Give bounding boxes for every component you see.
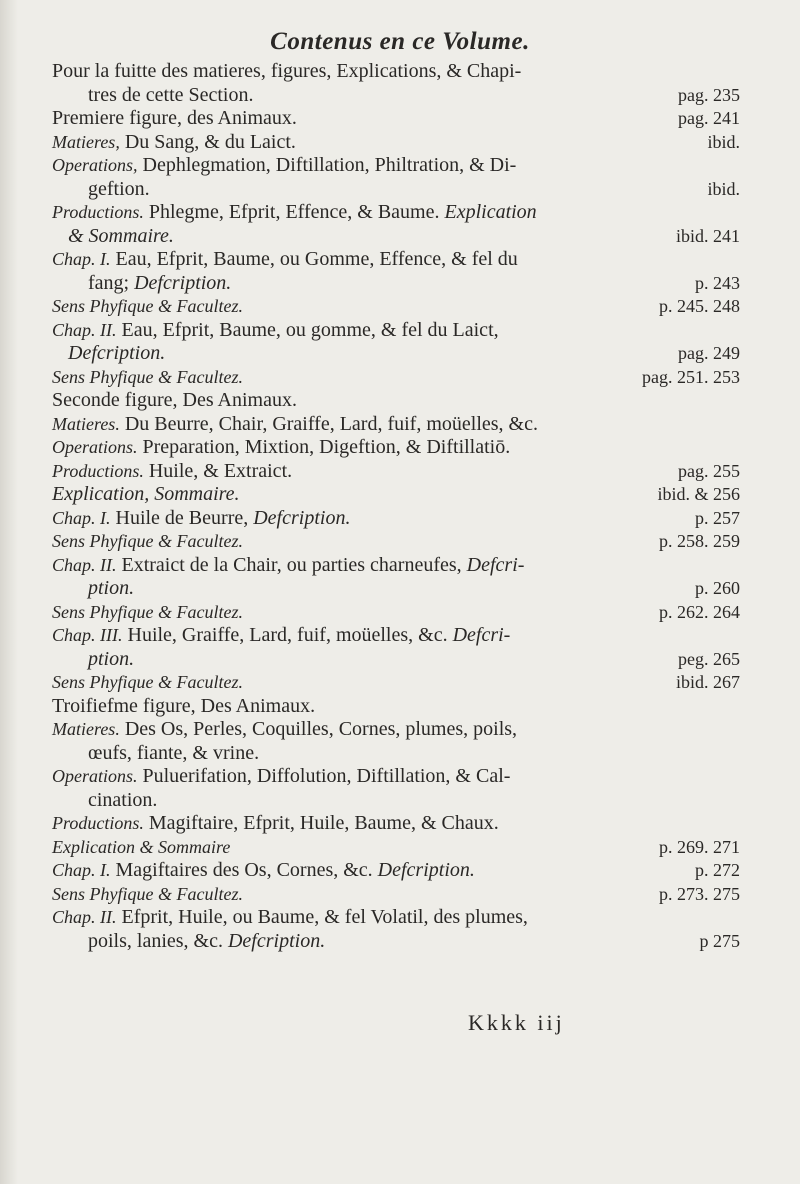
toc-line-subtext: ption. [88,577,135,599]
toc-line-label: Chap. III. [52,625,123,645]
toc-line [52,84,752,108]
toc-line-label: Operations. [52,766,138,786]
toc-page-ref: p. 262. 264 [659,601,740,622]
toc-line-text: œufs, fiante, & vrine. [88,741,260,764]
toc-page-ref: pag. 251. 253 [642,366,740,387]
toc-page-ref: pag. 249 [678,343,740,363]
table-of-contents [52,60,752,953]
toc-line-label: Sens Phyfique & Facultez. [52,672,243,692]
toc-line [52,366,752,390]
toc-line-text: Magiftaire, Efprit, Huile, Baume, & Chaux. [143,812,499,834]
toc-page-ref: ibid. & 256 [657,484,740,504]
toc-line-label: Productions. [52,202,144,222]
toc-line-subtext: Explication [439,201,537,223]
toc-line-label: Operations. [52,437,138,457]
toc-line-label: Productions. [52,813,144,833]
toc-line [52,507,752,531]
toc-page-ref: p 275 [699,930,740,951]
toc-line-label: Chap. II. [52,907,117,927]
toc-page-ref: ibid. 241 [675,225,740,246]
toc-line-text: Huile, & Extraict. [143,459,293,482]
toc-line-subtext: & Sommaire. [68,224,174,247]
signature-mark: Kkkk iij [468,1010,565,1035]
toc-line-subtext: Defcri- [461,553,525,576]
toc-line [52,695,752,719]
toc-line-label: Chap. I. [52,249,111,269]
toc-page-ref: ibid. 267 [675,672,740,692]
toc-line-label: Sens Phyfique & Facultez. [52,296,243,316]
toc-line [52,742,752,766]
toc-page-ref: p. 243 [695,272,740,293]
toc-line-label: Matieres. [52,719,120,739]
toc-line [52,483,752,507]
toc-line-text: Puluerifation, Diffolution, Diftillation, & Cal- [137,765,511,787]
toc-page-ref: ibid. [707,178,740,199]
toc-line [52,671,752,695]
toc-line [52,154,752,178]
toc-line-text: Huile, Graiffe, Lard, fuif, moüelles, &c. [122,624,448,646]
toc-line [52,460,752,484]
page-gutter-shadow [0,0,18,1184]
toc-line [52,389,752,413]
toc-line-text: cination. [88,788,158,811]
toc-page-ref: p. 258. 259 [659,531,740,551]
toc-line-text: Pour la fuitte des matieres, figures, Explications, & Chapi- [52,60,522,82]
toc-page-ref: p. 245. 248 [659,296,740,316]
toc-line-text: Eau, Efprit, Baume, ou Gomme, Effence, & fel du [110,248,518,270]
toc-line [52,178,752,202]
toc-line-text: Du Sang, & du Laict. [119,130,296,153]
toc-line-text: Extraict de la Chair, ou parties charneufes, [116,553,462,576]
toc-line [52,60,752,84]
toc-page-ref: ibid. [707,131,740,152]
toc-line [52,765,752,789]
toc-line [52,413,752,437]
toc-line-subtext: Defcri- [447,624,511,646]
toc-page-ref: p. 260 [695,578,740,598]
toc-line [52,930,752,954]
toc-line [52,836,752,860]
toc-line-label: Sens Phyfique & Facultez. [52,366,243,387]
toc-line-text: Preparation, Mixtion, Digeftion, & Diftillatiō. [137,436,511,458]
toc-line-text: Des Os, Perles, Coquilles, Cornes, plumes, poils, [119,718,518,740]
toc-line-label: Matieres. [52,413,120,434]
toc-line-text: Seconde figure, Des Animaux. [52,389,297,411]
toc-line [52,789,752,813]
toc-line [52,601,752,625]
toc-line-text: Efprit, Huile, ou Baume, & fel Volatil, des plumes, [116,906,528,928]
toc-page-ref: pag. 255 [678,460,740,481]
toc-line-text: Magiftaires des Os, Cornes, &c. [110,859,373,881]
toc-line [52,295,752,319]
toc-line-subtext: Explication, Sommaire. [52,483,240,505]
toc-page-ref: pag. 241 [678,108,740,128]
toc-line [52,859,752,883]
toc-page-ref: p. 269. 271 [659,836,740,857]
toc-line-subtext: Defcription. [222,929,326,952]
toc-line-subtext: Defcription. [372,859,475,881]
toc-line-text: Eau, Efprit, Baume, ou gomme, & fel du Laict, [116,318,499,341]
toc-line-label: Operations, [52,155,138,175]
page-header: Contenus en ce Volume. [270,28,530,55]
toc-line-text: geftion. [88,177,150,200]
toc-line-text: tres de cette Section. [88,83,254,106]
toc-line-label: Chap. I. [52,860,111,880]
toc-line [52,554,752,578]
toc-line [52,812,752,836]
toc-line-text: Premiere figure, des Animaux. [52,107,297,129]
toc-line [52,272,752,296]
toc-line-text: Du Beurre, Chair, Graiffe, Lard, fuif, moüelles, &c. [119,412,538,435]
toc-line [52,201,752,225]
toc-line [52,107,752,131]
toc-line-label: Sens Phyfique & Facultez. [52,601,243,622]
toc-line-subtext: Defcription. [129,271,232,294]
toc-page-ref: p. 273. 275 [659,883,740,904]
toc-line [52,718,752,742]
toc-line-label: Explication & Sommaire [52,836,231,857]
toc-line-subtext: Defcription. [248,506,351,529]
toc-line [52,131,752,155]
toc-line [52,530,752,554]
toc-page-ref: p. 257 [695,507,740,528]
toc-line-text: Troifiefme figure, Des Animaux. [52,694,316,717]
toc-line [52,342,752,366]
toc-page-ref: pag. 235 [678,84,740,105]
toc-page-ref: peg. 265 [678,648,740,669]
toc-line [52,436,752,460]
toc-line [52,577,752,601]
toc-line-text: Dephlegmation, Diftillation, Philtration, & Di- [137,154,517,176]
toc-line-label: Matieres, [52,131,120,152]
toc-line-label: Sens Phyfique & Facultez. [52,531,243,551]
toc-line-label: Sens Phyfique & Facultez. [52,883,243,904]
toc-line-text: Phlegme, Efprit, Effence, & Baume. [143,201,440,223]
toc-line-subtext: Defcription. [68,342,166,364]
toc-line [52,883,752,907]
toc-line-subtext: ption. [88,647,135,670]
toc-line-label: Chap. II. [52,319,117,340]
toc-line [52,319,752,343]
toc-line-text: poils, lanies, &c. [88,929,223,952]
toc-line-label: Productions. [52,460,144,481]
toc-line-text: Huile de Beurre, [110,506,249,529]
toc-line-label: Chap. I. [52,507,111,528]
toc-line [52,248,752,272]
toc-line-text: fang; [88,271,130,294]
toc-line [52,648,752,672]
toc-page-ref: p. 272 [695,860,740,880]
toc-line [52,624,752,648]
toc-line [52,906,752,930]
toc-line-label: Chap. II. [52,554,117,575]
toc-line [52,225,752,249]
